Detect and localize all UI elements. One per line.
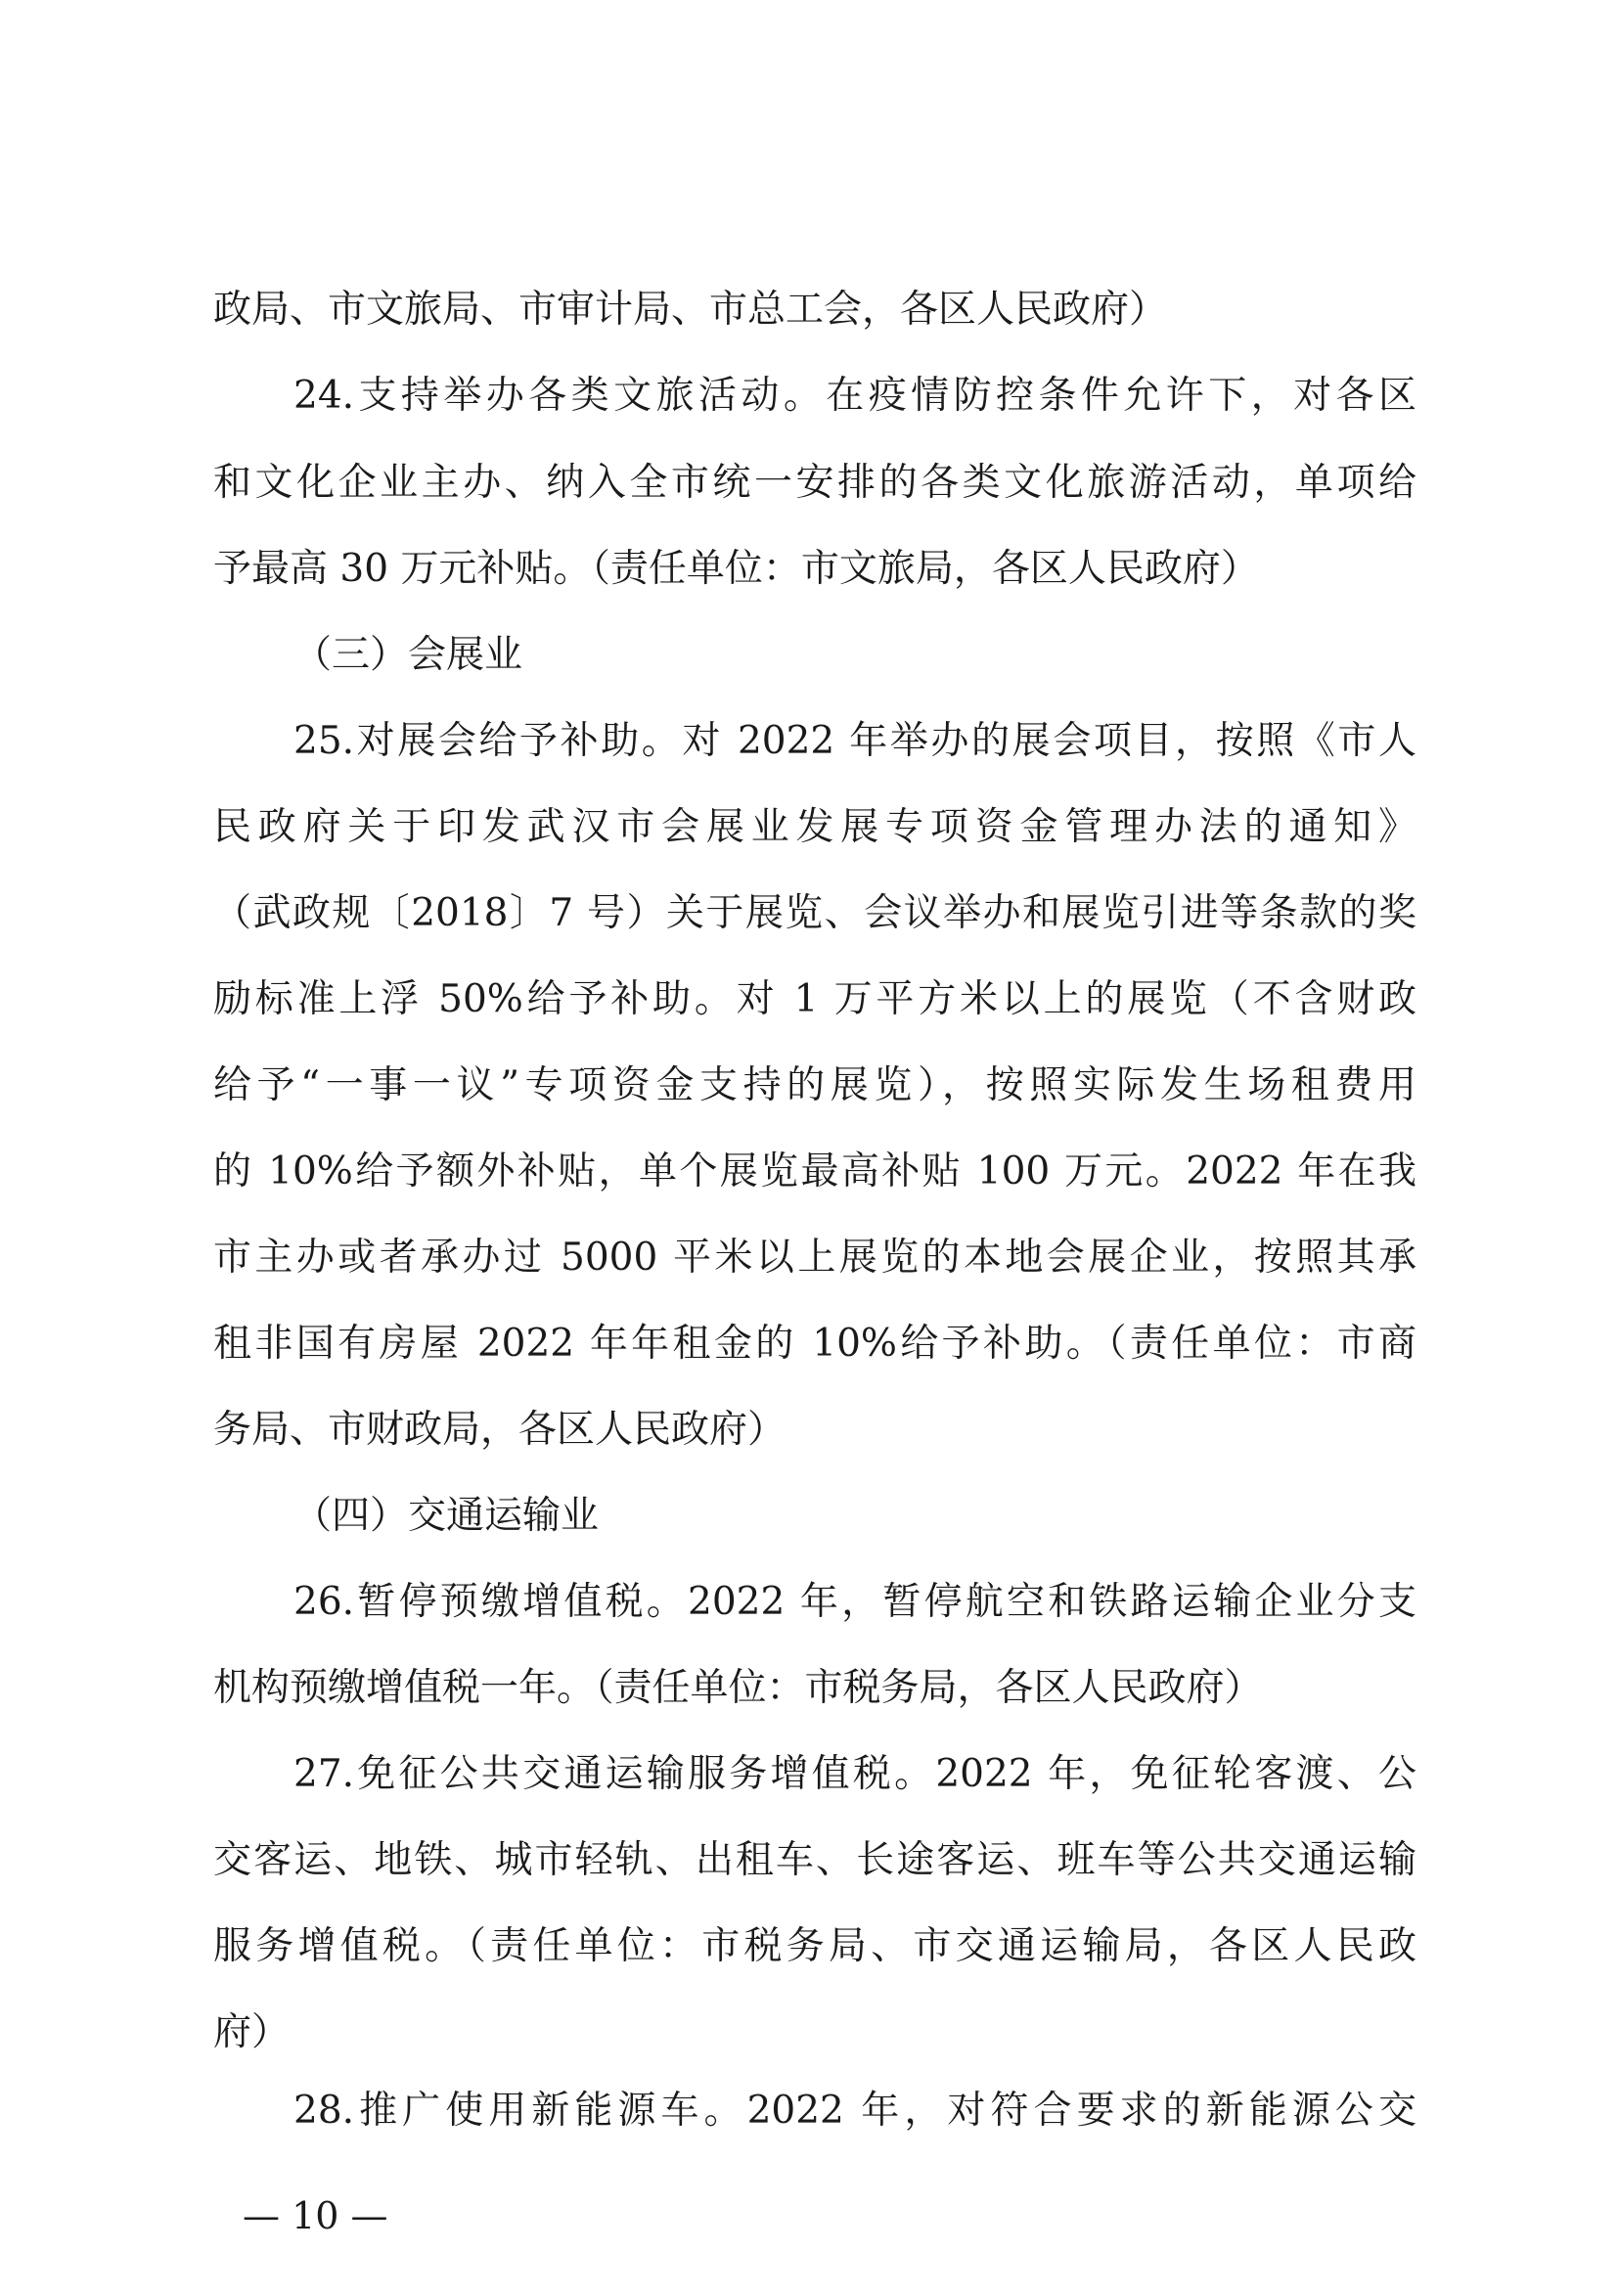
body-line: 政局、市文旅局、市审计局、市总工会，各区人民政府） — [213, 288, 1168, 332]
body-line: 给予“一事一议”专项资金支持的展览），按照实际发生场租费用 — [213, 1063, 1416, 1107]
body-line: 府） — [213, 2010, 291, 2054]
body-line: 民政府关于印发武汉市会展业发展专项资金管理办法的通知》 — [213, 805, 1416, 849]
clause-24-heading-line: 24.支持举办各类文旅活动。在疫情防控条件允许下，对各区 — [293, 374, 1416, 418]
body-line: 予最高 30 万元补贴。（责任单位：市文旅局，各区人民政府） — [213, 547, 1259, 591]
body-line: 市主办或者承办过 5000 平米以上展览的本地会展企业，按照其承 — [213, 1236, 1416, 1280]
body-line: 租非国有房屋 2022 年年租金的 10%给予补助。（责任单位：市商 — [213, 1322, 1416, 1366]
body-line: 机构预缴增值税一年。（责任单位：市税务局，各区人民政府） — [213, 1666, 1263, 1710]
clause-25-heading-line: 25.对展会给予补助。对 2022 年举办的展会项目，按照《市人 — [293, 719, 1416, 763]
section-heading-exhibition: （三）会展业 — [293, 633, 523, 677]
body-line: 交客运、地铁、城市轻轨、出租车、长途客运、班车等公共交通运输 — [213, 1838, 1416, 1882]
body-line: 服务增值税。（责任单位：市税务局、市交通运输局，各区人民政 — [213, 1924, 1416, 1968]
body-line: 务局、市财政局，各区人民政府） — [213, 1408, 787, 1452]
body-line: 励标准上浮 50%给予补助。对 1 万平方米以上的展览（不含财政 — [213, 977, 1416, 1021]
page-number: — 10 — — [243, 2194, 388, 2237]
body-line: （武政规〔2018〕7 号）关于展览、会议举办和展览引进等条款的奖 — [213, 891, 1416, 935]
body-line: 和文化企业主办、纳入全市统一安排的各类文化旅游活动，单项给 — [213, 461, 1416, 505]
clause-26-heading-line: 26.暂停预缴增值税。2022 年，暂停航空和铁路运输企业分支 — [293, 1580, 1416, 1624]
body-line: 的 10%给予额外补贴，单个展览最高补贴 100 万元。2022 年在我 — [213, 1149, 1416, 1193]
clause-27-heading-line: 27.免征公共交通运输服务增值税。2022 年，免征轮客渡、公 — [293, 1752, 1416, 1796]
clause-28-heading-line: 28.推广使用新能源车。2022 年，对符合要求的新能源公交 — [293, 2089, 1416, 2133]
section-heading-transport: （四）交通运输业 — [293, 1494, 600, 1538]
